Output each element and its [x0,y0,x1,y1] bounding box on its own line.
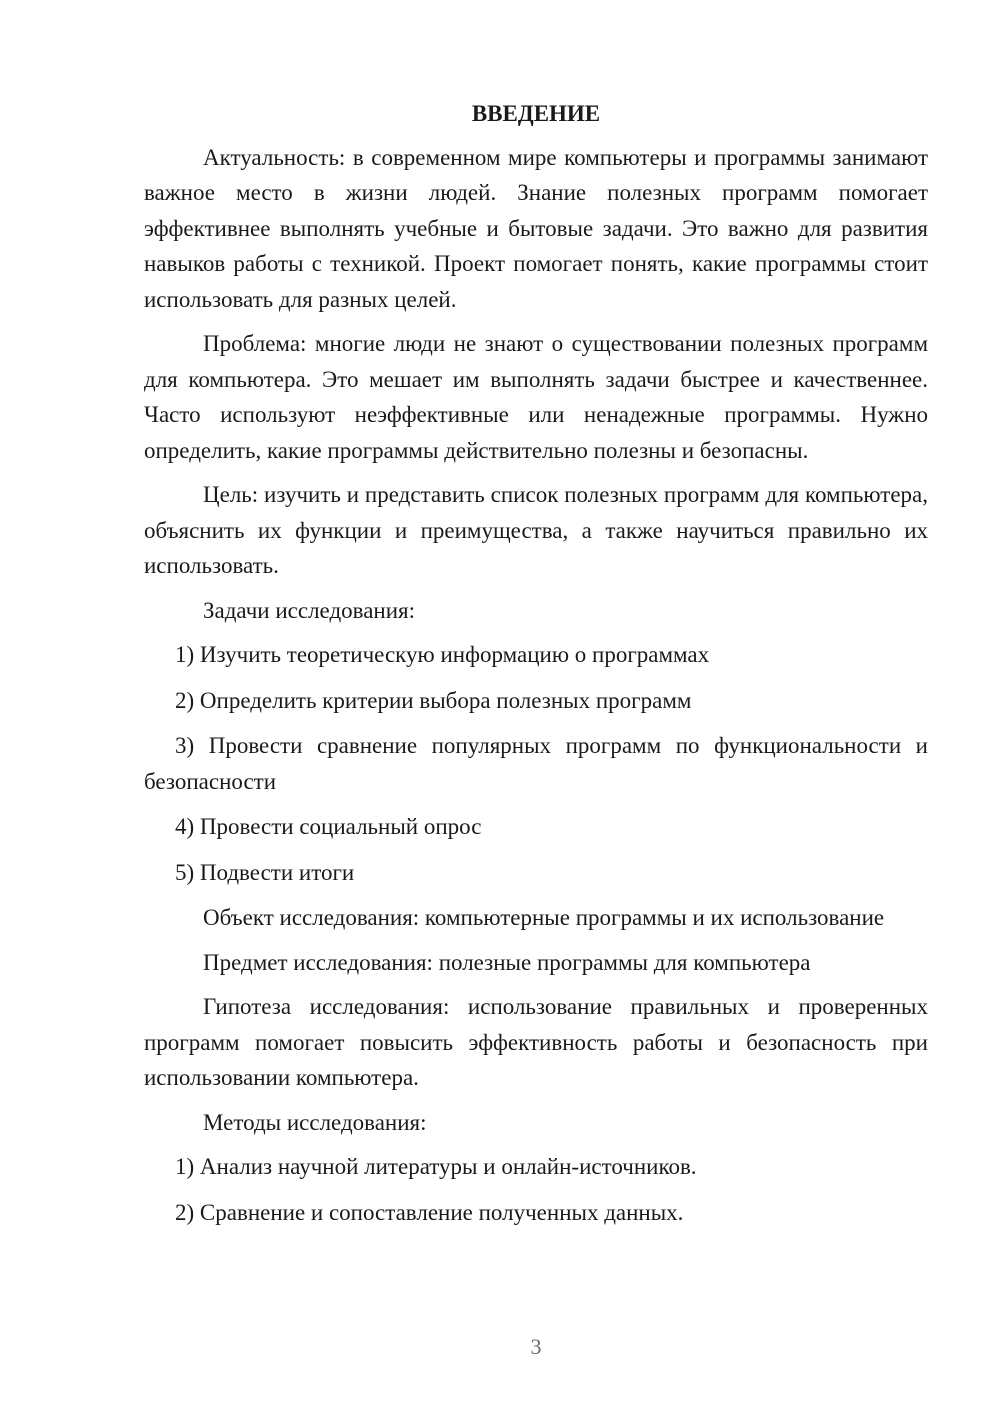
object-paragraph: Объект исследования: компьютерные программы и их использование [203,905,885,930]
goal-paragraph: Цель: изучить и представить список полезных программ для компьютера, объяснить их функции и преимущества, а также научиться правильно их использовать. [144,482,928,578]
relevance-paragraph: Актуальность: в современном мире компьютеры и программы занимают важное место в жизни людей. Знание полезных программ помогает эффективнее выполнять учебные и бытовые задачи. Это важно для развития навыков работы с техникой. Проект помогает понять, какие программы стоит использовать для разных целей. [144,144,928,312]
task-item: 4) Провести социальный опрос [175,814,482,839]
subject-paragraph: Предмет исследования: полезные программы для компьютера [203,949,811,975]
hypothesis-paragraph: Гипотеза исследования: использование правильных и проверенных программ помогает повысить эффективность работы и безопасность при использовании компьютера. [144,994,928,1090]
problem-paragraph: Проблема: многие люди не знают о существовании полезных программ для компьютера. Это мешает им выполнять задачи быстрее и качественнее. Часто используют неэффективные или ненадежные программы. Нужно определить, какие программы действительно полезны и безопасны. [144,331,928,463]
methods-title: Методы исследования: [203,1109,427,1135]
task-item: 2) Определить критерии выбора полезных программ [175,687,692,713]
task-item: 1) Изучить теоретическую информацию о программах [175,642,710,667]
method-item: 2) Сравнение и сопоставление полученных данных. [175,1199,684,1225]
method-item: 1) Анализ научной литературы и онлайн-источников. [175,1154,697,1179]
task-item: 3) Провести сравнение популярных программ по функциональности и безопасности [144,733,928,794]
page-number: 3 [530,1334,542,1359]
tasks-title: Задачи исследования: [203,597,416,623]
task-item: 5) Подвести итоги [175,859,355,885]
section-heading: ВВЕДЕНИЕ [471,101,601,126]
page-content [144,96,928,1240]
